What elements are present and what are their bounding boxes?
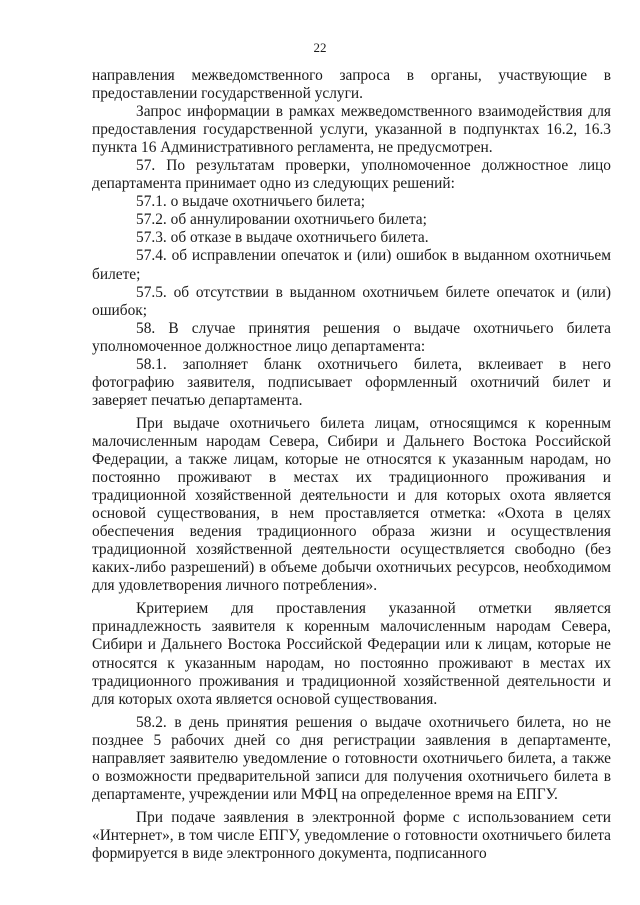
document-body <box>92 67 611 863</box>
paragraph-continuation: направления межведомственного запроса в органы, участвующие в предоставлении государственной услуги. <box>92 67 611 103</box>
paragraph-58: 58. В случае принятия решения о выдаче охотничьего билета уполномоченное должностное лицо департамента: <box>92 319 611 355</box>
paragraph-58-1: 58.1. заполняет бланк охотничьего билета, вклеивает в него фотографию заявителя, подписывает оформленный охотничий билет и заверяет печатью департамента. <box>92 355 611 409</box>
paragraph-electronic-notice: При подаче заявления в электронной форме с использованием сети «Интернет», в том числе ЕПГУ, уведомление о готовности охотничьего билета формируется в виде электронного документа, подписанного <box>92 808 611 862</box>
paragraph-interagency-request: Запрос информации в рамках межведомственного взаимодействия для предоставления государственной услуги, указанной в подпунктах 16.2, 16.3 пункта 16 Административного регламента, не предусмотрен. <box>92 103 611 157</box>
paragraph-57-4: 57.4. об исправлении опечаток и (или) ошибок в выданном охотничьем билете; <box>92 247 611 283</box>
paragraph-57-5: 57.5. об отсутствии в выданном охотничьем билете опечаток и (или) ошибок; <box>92 283 611 319</box>
paragraph-58-2: 58.2. в день принятия решения о выдаче охотничьего билета, но не позднее 5 рабочих дней со дня регистрации заявления в департаменте, направляет заявителю уведомление о готовности охотничьего билета, а также о возможности предварительной записи для получения охотничьего билета в департаменте, учреждении или МФЦ на определенное время на ЕПГУ. <box>92 713 611 803</box>
page-number: 22 <box>313 40 327 55</box>
paragraph-mark-criterion: Критерием для проставления указанной отметки является принадлежность заявителя к коренным малочисленным народам Севера, Сибири и Дальнего Востока Российской Федерации или к лицам, которые не относятся к указанным народам, но постоянно проживают в местах их традиционного проживания и традиционной хозяйственной деятельности и для которых охота является основой существования. <box>92 600 611 708</box>
paragraph-57-1: 57.1. о выдаче охотничьего билета; <box>136 193 366 211</box>
paragraph-57-3: 57.3. об отказе в выдаче охотничьего билета. <box>136 229 429 247</box>
paragraph-57-2: 57.2. об аннулировании охотничьего билета; <box>136 211 427 229</box>
paragraph-indigenous-mark: При выдаче охотничьего билета лицам, относящимся к коренным малочисленным народам Севера, Сибири и Дальнего Востока Российской Федерации, а также лицам, которые не относятся к указанным народам, но постоянно проживают в местах их традиционного проживания и традиционной хозяйственной деятельности и для которых охота является основой существования, в нем проставляется отметка: «Охота в целях обеспечения ведения традиционного образа жизни и осуществления традиционной хозяйственной деятельности осуществляется свободно (без каких-либо разрешений) в объеме добычи охотничьих ресурсов, необходимом для удовлетворения личного потребления». <box>92 414 611 595</box>
paragraph-57: 57. По результатам проверки, уполномоченное должностное лицо департамента принимает одно из следующих решений: <box>92 157 611 193</box>
